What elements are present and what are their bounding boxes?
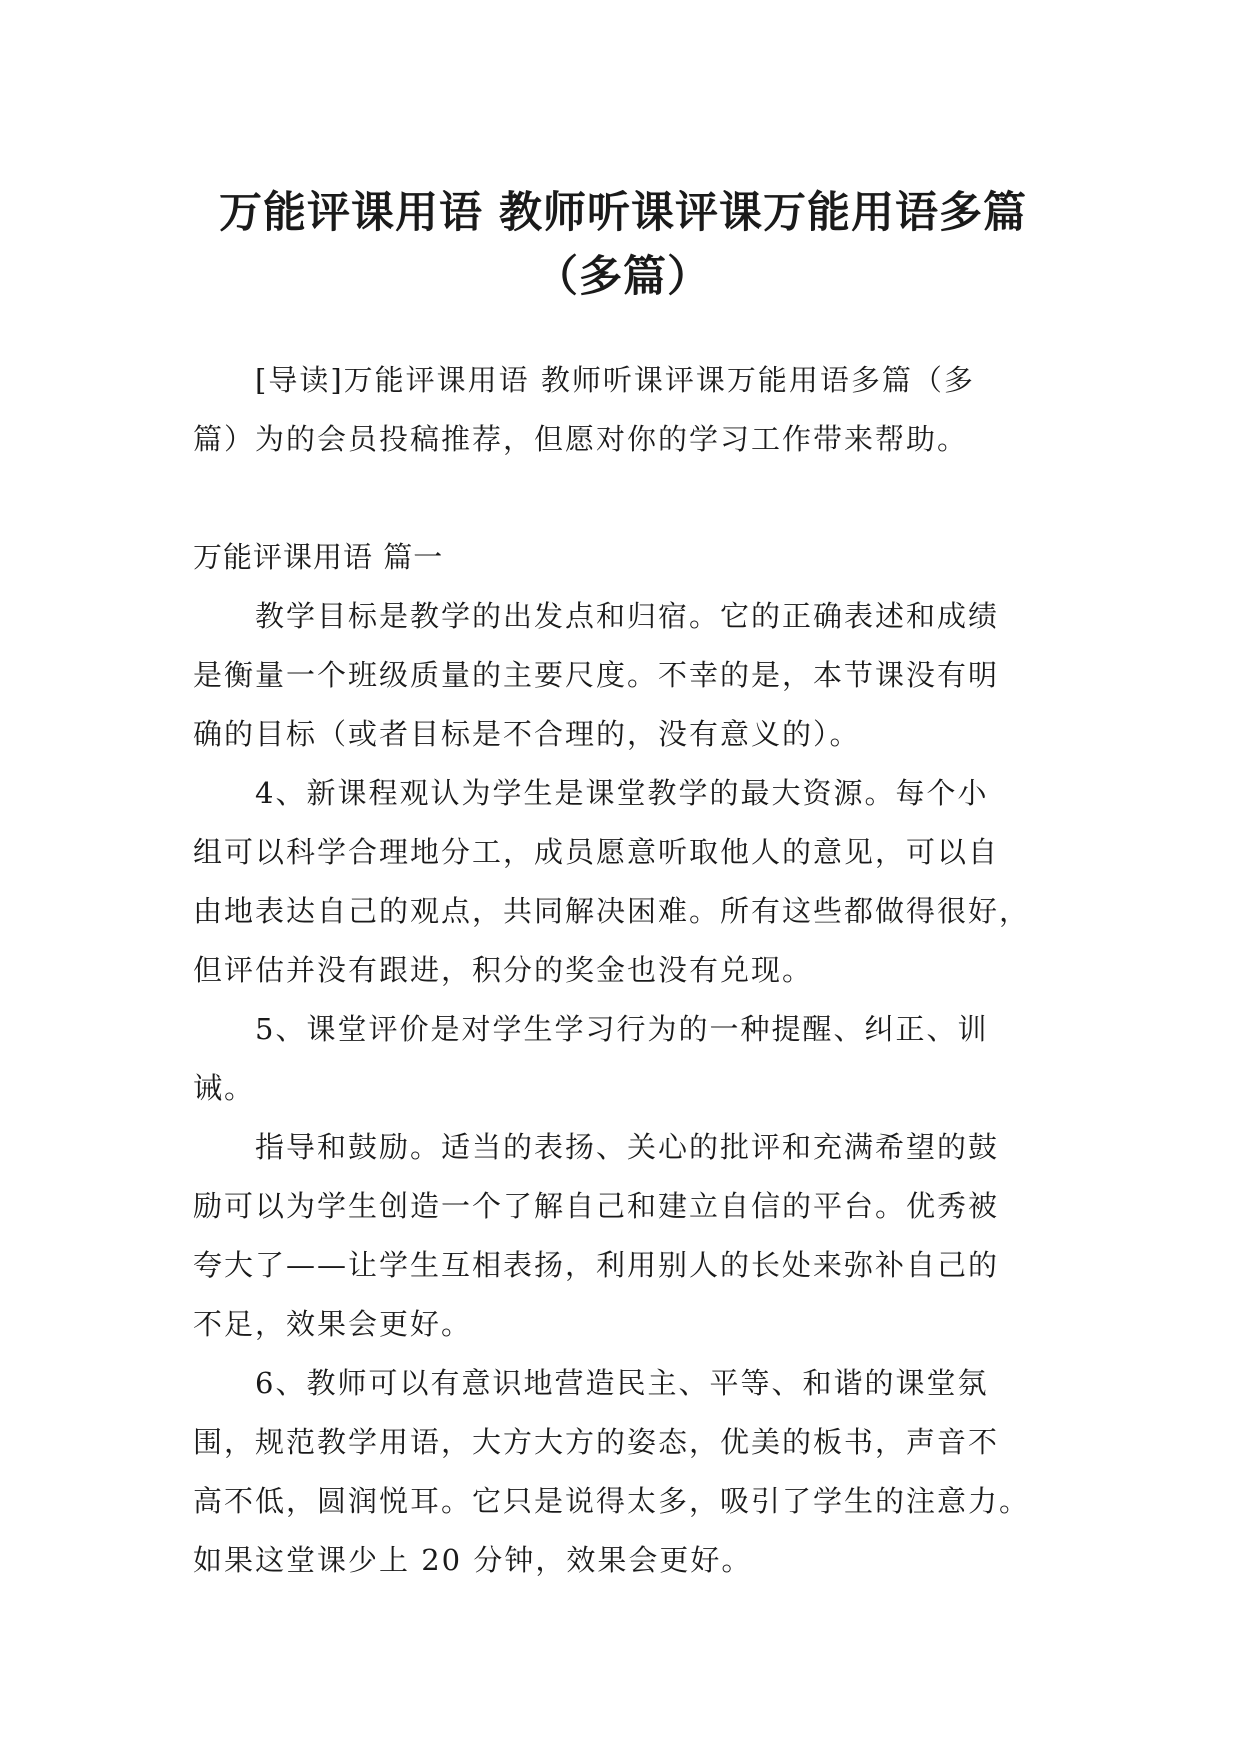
text-line: 4、新课程观认为学生是课堂教学的最大资源。每个小 [255,776,989,810]
page-title [193,181,1053,309]
paragraph-teaching-goals [193,587,1053,764]
text-line: 围，规范教学用语，大方大方的姿态，优美的板书，声音不 [193,1425,1000,1459]
document-page [193,0,1053,1754]
title-line-2: （多篇） [535,251,711,302]
text-line: 励可以为学生创造一个了解自己和建立自信的平台。优秀被 [193,1189,1000,1223]
intro-paragraph [193,351,1053,469]
paragraph-guidance [193,1118,1053,1354]
text-line: 组可以科学合理地分工，成员愿意听取他人的意见，可以自 [193,835,1000,869]
text-line: 不足，效果会更好。 [193,1307,473,1341]
text-line: 诫。 [193,1071,256,1105]
text-line: 指导和鼓励。适当的表扬、关心的批评和充满希望的鼓 [255,1130,1000,1164]
text-line: 如果这堂课少上 20 分钟，效果会更好。 [193,1543,753,1577]
title-line-1: 万能评课用语 教师听课评课万能用语多篇 [219,187,1027,238]
paragraph-point-6 [193,1354,1053,1590]
section-heading: 万能评课用语 篇一 [193,540,444,574]
text-line: 夸大了——让学生互相表扬，利用别人的长处来弥补自己的 [193,1248,1000,1282]
text-line: 确的目标（或者目标是不合理的，没有意义的）。 [193,717,861,751]
paragraph-point-4 [193,764,1053,1000]
text-line: 是衡量一个班级质量的主要尺度。不幸的是，本节课没有明 [193,658,1000,692]
text-line: [导读]万能评课用语 教师听课评课万能用语多篇（多 [255,363,975,397]
text-line: 由地表达自己的观点，共同解决困难。所有这些都做得很好， [193,894,1031,928]
text-line: 篇）为的会员投稿推荐，但愿对你的学习工作带来帮助。 [193,422,969,456]
text-line: 高不低，圆润悦耳。它只是说得太多，吸引了学生的注意力。 [193,1484,1031,1518]
text-line: 5、课堂评价是对学生学习行为的一种提醒、纠正、训 [255,1012,989,1046]
text-line: 6、教师可以有意识地营造民主、平等、和谐的课堂氛 [255,1366,989,1400]
text-line: 教学目标是教学的出发点和归宿。它的正确表述和成绩 [255,599,1000,633]
paragraph-point-5 [193,1000,1053,1118]
text-line: 但评估并没有跟进，积分的奖金也没有兑现。 [193,953,814,987]
